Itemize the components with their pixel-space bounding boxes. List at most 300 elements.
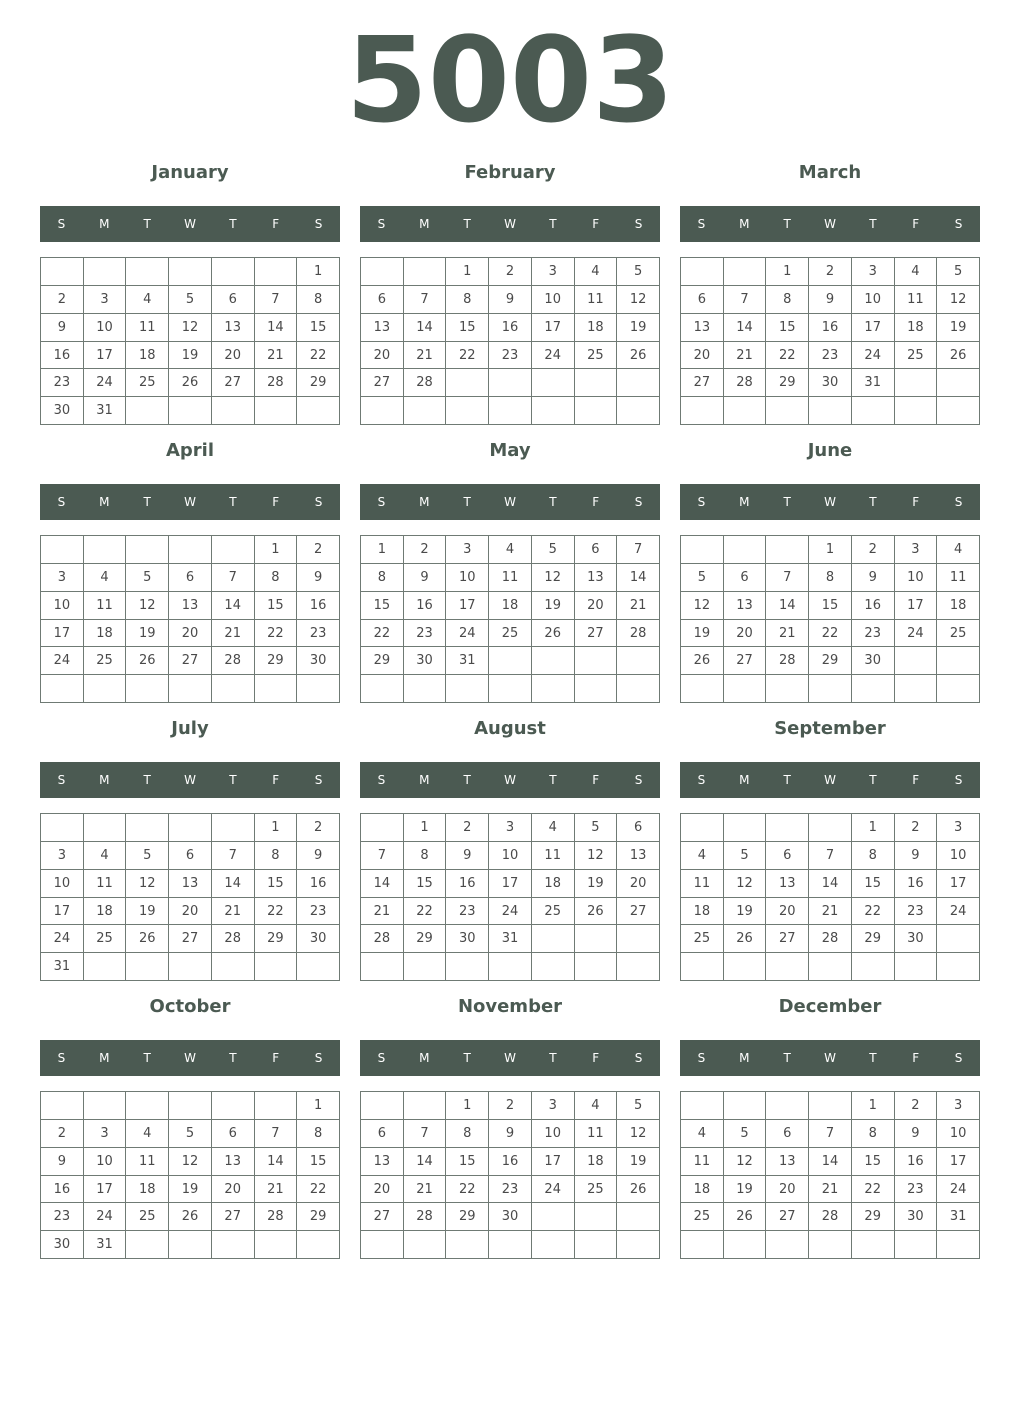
empty-day-cell <box>681 258 724 286</box>
month-name: May <box>489 440 531 461</box>
day-cell: 28 <box>809 925 852 953</box>
day-cell: 10 <box>84 1148 127 1176</box>
day-cell: 5 <box>169 286 212 314</box>
empty-day-cell <box>681 1231 724 1259</box>
empty-day-cell <box>361 397 404 425</box>
weekday-label: T <box>783 773 791 787</box>
empty-day-cell <box>126 397 169 425</box>
weekday-label: T <box>549 495 557 509</box>
empty-day-cell <box>617 953 660 981</box>
day-cell: 11 <box>84 870 127 898</box>
day-cell: 12 <box>937 286 980 314</box>
day-cell: 27 <box>724 647 767 675</box>
day-cell: 26 <box>532 620 575 648</box>
day-cell: 27 <box>169 925 212 953</box>
day-cell: 8 <box>361 564 404 592</box>
month-name: November <box>457 996 563 1017</box>
day-cell: 29 <box>255 647 298 675</box>
empty-day-cell <box>575 1203 618 1231</box>
weekday-label: W <box>824 217 836 231</box>
days-grid <box>680 1091 980 1259</box>
empty-day-cell <box>575 925 618 953</box>
weekday-label: T <box>229 217 237 231</box>
day-cell: 15 <box>766 314 809 342</box>
day-cell: 3 <box>41 842 84 870</box>
day-cell: 8 <box>446 1120 489 1148</box>
day-cell: 7 <box>766 564 809 592</box>
day-cell: 17 <box>84 342 127 370</box>
empty-day-cell <box>724 953 767 981</box>
day-cell: 13 <box>169 592 212 620</box>
day-cell: 26 <box>126 647 169 675</box>
day-cell: 23 <box>404 620 447 648</box>
day-cell: 27 <box>169 647 212 675</box>
empty-day-cell <box>724 814 767 842</box>
empty-day-cell <box>297 953 340 981</box>
weekday-label: T <box>783 1051 791 1065</box>
empty-day-cell <box>404 258 447 286</box>
weekday-label: S <box>634 1051 643 1065</box>
day-cell: 1 <box>446 258 489 286</box>
day-cell: 1 <box>255 814 298 842</box>
empty-day-cell <box>532 369 575 397</box>
empty-day-cell <box>297 675 340 703</box>
day-cell: 13 <box>617 842 660 870</box>
empty-day-cell <box>724 397 767 425</box>
day-cell: 15 <box>809 592 852 620</box>
empty-day-cell <box>212 814 255 842</box>
day-cell: 25 <box>532 898 575 926</box>
day-cell: 5 <box>126 842 169 870</box>
weekday-label: M <box>99 495 110 509</box>
day-cell: 1 <box>446 1092 489 1120</box>
empty-day-cell <box>297 1231 340 1259</box>
day-cell: 3 <box>41 564 84 592</box>
empty-day-cell <box>532 397 575 425</box>
month-name: February <box>464 162 556 183</box>
empty-day-cell <box>617 369 660 397</box>
weekday-label: M <box>739 1051 750 1065</box>
day-cell: 3 <box>489 814 532 842</box>
day-cell: 18 <box>126 342 169 370</box>
day-cell: 28 <box>255 369 298 397</box>
weekday-label: W <box>184 773 196 787</box>
day-cell: 31 <box>489 925 532 953</box>
day-cell: 1 <box>809 536 852 564</box>
day-cell: 7 <box>212 842 255 870</box>
day-cell: 17 <box>937 870 980 898</box>
day-cell: 20 <box>169 620 212 648</box>
day-cell: 29 <box>297 369 340 397</box>
weekday-label: S <box>634 495 643 509</box>
empty-day-cell <box>724 258 767 286</box>
weekday-label: S <box>57 495 66 509</box>
month-name: July <box>171 718 209 739</box>
day-cell: 28 <box>212 647 255 675</box>
empty-day-cell <box>852 397 895 425</box>
empty-day-cell <box>895 953 938 981</box>
day-cell: 23 <box>895 1176 938 1204</box>
day-cell: 5 <box>532 536 575 564</box>
weekday-label: M <box>739 495 750 509</box>
empty-day-cell <box>169 675 212 703</box>
day-cell: 18 <box>575 314 618 342</box>
day-cell: 21 <box>255 1176 298 1204</box>
day-cell: 28 <box>255 1203 298 1231</box>
day-cell: 23 <box>895 898 938 926</box>
day-cell: 24 <box>446 620 489 648</box>
day-cell: 27 <box>212 369 255 397</box>
weekday-label: S <box>377 495 386 509</box>
day-cell: 16 <box>404 592 447 620</box>
day-cell: 24 <box>895 620 938 648</box>
weekday-label: T <box>229 773 237 787</box>
weekday-label: S <box>634 217 643 231</box>
day-cell: 25 <box>681 1203 724 1231</box>
empty-day-cell <box>361 953 404 981</box>
day-cell: 9 <box>297 842 340 870</box>
day-cell: 9 <box>41 314 84 342</box>
day-cell: 5 <box>575 814 618 842</box>
day-cell: 11 <box>937 564 980 592</box>
weekday-label: S <box>314 1051 323 1065</box>
weekday-label: M <box>419 217 430 231</box>
day-cell: 6 <box>681 286 724 314</box>
empty-day-cell <box>446 675 489 703</box>
day-cell: 13 <box>361 1148 404 1176</box>
empty-day-cell <box>681 536 724 564</box>
weekday-label: S <box>954 1051 963 1065</box>
day-cell: 1 <box>766 258 809 286</box>
month-name: June <box>807 440 853 461</box>
day-cell: 25 <box>489 620 532 648</box>
weekday-label: M <box>739 217 750 231</box>
empty-day-cell <box>532 1203 575 1231</box>
empty-day-cell <box>41 536 84 564</box>
day-cell: 7 <box>255 286 298 314</box>
weekday-label: T <box>869 495 877 509</box>
empty-day-cell <box>681 1092 724 1120</box>
day-cell: 29 <box>852 925 895 953</box>
day-cell: 28 <box>724 369 767 397</box>
day-cell: 29 <box>446 1203 489 1231</box>
day-cell: 17 <box>852 314 895 342</box>
empty-day-cell <box>617 1231 660 1259</box>
empty-day-cell <box>937 1231 980 1259</box>
day-cell: 30 <box>41 397 84 425</box>
weekday-label: F <box>912 495 920 509</box>
day-cell: 19 <box>169 1176 212 1204</box>
day-cell: 12 <box>724 1148 767 1176</box>
weekday-label: F <box>272 217 280 231</box>
day-cell: 16 <box>41 342 84 370</box>
day-cell: 17 <box>446 592 489 620</box>
day-cell: 19 <box>617 314 660 342</box>
day-cell: 4 <box>895 258 938 286</box>
weekday-header <box>680 1040 980 1076</box>
day-cell: 31 <box>852 369 895 397</box>
empty-day-cell <box>361 814 404 842</box>
day-cell: 19 <box>937 314 980 342</box>
weekday-label: W <box>824 495 836 509</box>
day-cell: 18 <box>575 1148 618 1176</box>
day-cell: 28 <box>617 620 660 648</box>
empty-day-cell <box>766 1092 809 1120</box>
empty-day-cell <box>766 1231 809 1259</box>
days-grid <box>360 1091 660 1259</box>
weekday-label: S <box>57 217 66 231</box>
day-cell: 11 <box>895 286 938 314</box>
day-cell: 21 <box>404 1176 447 1204</box>
empty-day-cell <box>446 953 489 981</box>
day-cell: 17 <box>41 620 84 648</box>
day-cell: 3 <box>937 814 980 842</box>
day-cell: 18 <box>84 620 127 648</box>
day-cell: 3 <box>532 258 575 286</box>
day-cell: 20 <box>724 620 767 648</box>
empty-day-cell <box>489 369 532 397</box>
empty-day-cell <box>724 536 767 564</box>
empty-day-cell <box>575 369 618 397</box>
day-cell: 5 <box>126 564 169 592</box>
day-cell: 23 <box>297 620 340 648</box>
day-cell: 6 <box>766 842 809 870</box>
weekday-label: W <box>184 217 196 231</box>
day-cell: 13 <box>212 314 255 342</box>
empty-day-cell <box>255 397 298 425</box>
empty-day-cell <box>937 397 980 425</box>
day-cell: 21 <box>766 620 809 648</box>
day-cell: 2 <box>895 814 938 842</box>
empty-day-cell <box>852 1231 895 1259</box>
weekday-label: S <box>697 217 706 231</box>
empty-day-cell <box>809 1231 852 1259</box>
day-cell: 4 <box>84 564 127 592</box>
day-cell: 30 <box>297 647 340 675</box>
day-cell: 3 <box>446 536 489 564</box>
weekday-label: M <box>99 773 110 787</box>
day-cell: 14 <box>809 870 852 898</box>
day-cell: 30 <box>404 647 447 675</box>
day-cell: 19 <box>617 1148 660 1176</box>
day-cell: 23 <box>41 369 84 397</box>
empty-day-cell <box>361 675 404 703</box>
day-cell: 11 <box>126 1148 169 1176</box>
day-cell: 20 <box>617 870 660 898</box>
day-cell: 3 <box>852 258 895 286</box>
day-cell: 13 <box>169 870 212 898</box>
weekday-label: T <box>549 1051 557 1065</box>
day-cell: 28 <box>361 925 404 953</box>
weekday-label: M <box>99 217 110 231</box>
empty-day-cell <box>84 536 127 564</box>
empty-day-cell <box>41 1092 84 1120</box>
weekday-label: S <box>57 773 66 787</box>
day-cell: 24 <box>84 369 127 397</box>
weekday-label: F <box>912 1051 920 1065</box>
weekday-header <box>40 1040 340 1076</box>
day-cell: 23 <box>852 620 895 648</box>
empty-day-cell <box>809 953 852 981</box>
day-cell: 2 <box>489 1092 532 1120</box>
empty-day-cell <box>617 675 660 703</box>
weekday-label: T <box>229 495 237 509</box>
day-cell: 8 <box>446 286 489 314</box>
weekday-label: S <box>377 217 386 231</box>
day-cell: 22 <box>404 898 447 926</box>
weekday-label: T <box>143 1051 151 1065</box>
day-cell: 25 <box>84 647 127 675</box>
weekday-label: W <box>824 773 836 787</box>
day-cell: 11 <box>681 870 724 898</box>
day-cell: 14 <box>724 314 767 342</box>
day-cell: 26 <box>724 925 767 953</box>
month-name: December <box>778 996 882 1017</box>
empty-day-cell <box>575 647 618 675</box>
day-cell: 24 <box>41 647 84 675</box>
day-cell: 1 <box>297 1092 340 1120</box>
weekday-header <box>40 206 340 242</box>
day-cell: 9 <box>809 286 852 314</box>
empty-day-cell <box>809 675 852 703</box>
day-cell: 12 <box>126 870 169 898</box>
empty-day-cell <box>681 814 724 842</box>
empty-day-cell <box>84 814 127 842</box>
day-cell: 16 <box>297 592 340 620</box>
empty-day-cell <box>41 675 84 703</box>
day-cell: 9 <box>41 1148 84 1176</box>
weekday-label: W <box>504 773 516 787</box>
empty-day-cell <box>766 536 809 564</box>
empty-day-cell <box>575 675 618 703</box>
empty-day-cell <box>361 1231 404 1259</box>
empty-day-cell <box>126 953 169 981</box>
weekday-label: S <box>954 773 963 787</box>
month-name: March <box>798 162 862 183</box>
weekday-label: F <box>592 1051 600 1065</box>
empty-day-cell <box>532 675 575 703</box>
day-cell: 23 <box>489 342 532 370</box>
weekday-label: T <box>143 773 151 787</box>
days-grid <box>680 813 980 981</box>
weekday-header <box>680 484 980 520</box>
empty-day-cell <box>404 953 447 981</box>
day-cell: 12 <box>617 1120 660 1148</box>
weekday-label: T <box>229 1051 237 1065</box>
weekday-label: T <box>783 495 791 509</box>
day-cell: 12 <box>169 314 212 342</box>
day-cell: 28 <box>212 925 255 953</box>
empty-day-cell <box>169 953 212 981</box>
day-cell: 16 <box>489 314 532 342</box>
empty-day-cell <box>84 1092 127 1120</box>
empty-day-cell <box>575 1231 618 1259</box>
empty-day-cell <box>404 1092 447 1120</box>
day-cell: 29 <box>809 647 852 675</box>
weekday-label: W <box>504 217 516 231</box>
empty-day-cell <box>169 397 212 425</box>
day-cell: 21 <box>404 342 447 370</box>
day-cell: 11 <box>84 592 127 620</box>
day-cell: 15 <box>255 870 298 898</box>
day-cell: 2 <box>489 258 532 286</box>
day-cell: 14 <box>617 564 660 592</box>
day-cell: 22 <box>852 1176 895 1204</box>
day-cell: 21 <box>212 620 255 648</box>
day-cell: 27 <box>766 925 809 953</box>
day-cell: 3 <box>84 1120 127 1148</box>
day-cell: 22 <box>361 620 404 648</box>
day-cell: 9 <box>489 286 532 314</box>
day-cell: 27 <box>361 369 404 397</box>
weekday-label: T <box>143 217 151 231</box>
day-cell: 10 <box>489 842 532 870</box>
day-cell: 16 <box>895 870 938 898</box>
day-cell: 19 <box>681 620 724 648</box>
empty-day-cell <box>126 1092 169 1120</box>
weekday-header <box>40 762 340 798</box>
day-cell: 8 <box>297 1120 340 1148</box>
day-cell: 23 <box>809 342 852 370</box>
day-cell: 22 <box>446 1176 489 1204</box>
day-cell: 21 <box>212 898 255 926</box>
day-cell: 22 <box>446 342 489 370</box>
weekday-label: S <box>634 773 643 787</box>
day-cell: 14 <box>766 592 809 620</box>
day-cell: 10 <box>937 842 980 870</box>
day-cell: 8 <box>766 286 809 314</box>
weekday-label: T <box>869 1051 877 1065</box>
weekday-label: S <box>377 1051 386 1065</box>
day-cell: 15 <box>446 314 489 342</box>
day-cell: 28 <box>404 369 447 397</box>
day-cell: 24 <box>937 1176 980 1204</box>
month-name: April <box>165 440 215 461</box>
day-cell: 8 <box>852 842 895 870</box>
month-name: August <box>474 718 546 739</box>
weekday-label: F <box>592 495 600 509</box>
day-cell: 7 <box>617 536 660 564</box>
weekday-label: F <box>272 773 280 787</box>
day-cell: 20 <box>575 592 618 620</box>
day-cell: 30 <box>895 1203 938 1231</box>
day-cell: 24 <box>532 1176 575 1204</box>
empty-day-cell <box>852 953 895 981</box>
day-cell: 18 <box>126 1176 169 1204</box>
empty-day-cell <box>766 814 809 842</box>
weekday-label: W <box>184 1051 196 1065</box>
day-cell: 24 <box>937 898 980 926</box>
day-cell: 18 <box>895 314 938 342</box>
day-cell: 8 <box>255 564 298 592</box>
day-cell: 5 <box>169 1120 212 1148</box>
day-cell: 15 <box>361 592 404 620</box>
day-cell: 22 <box>766 342 809 370</box>
empty-day-cell <box>169 1092 212 1120</box>
weekday-header <box>40 484 340 520</box>
day-cell: 3 <box>84 286 127 314</box>
day-cell: 25 <box>575 342 618 370</box>
day-cell: 13 <box>724 592 767 620</box>
day-cell: 24 <box>84 1203 127 1231</box>
weekday-header <box>360 484 660 520</box>
day-cell: 10 <box>895 564 938 592</box>
day-cell: 7 <box>212 564 255 592</box>
day-cell: 27 <box>681 369 724 397</box>
day-cell: 13 <box>681 314 724 342</box>
day-cell: 7 <box>809 842 852 870</box>
empty-day-cell <box>852 675 895 703</box>
